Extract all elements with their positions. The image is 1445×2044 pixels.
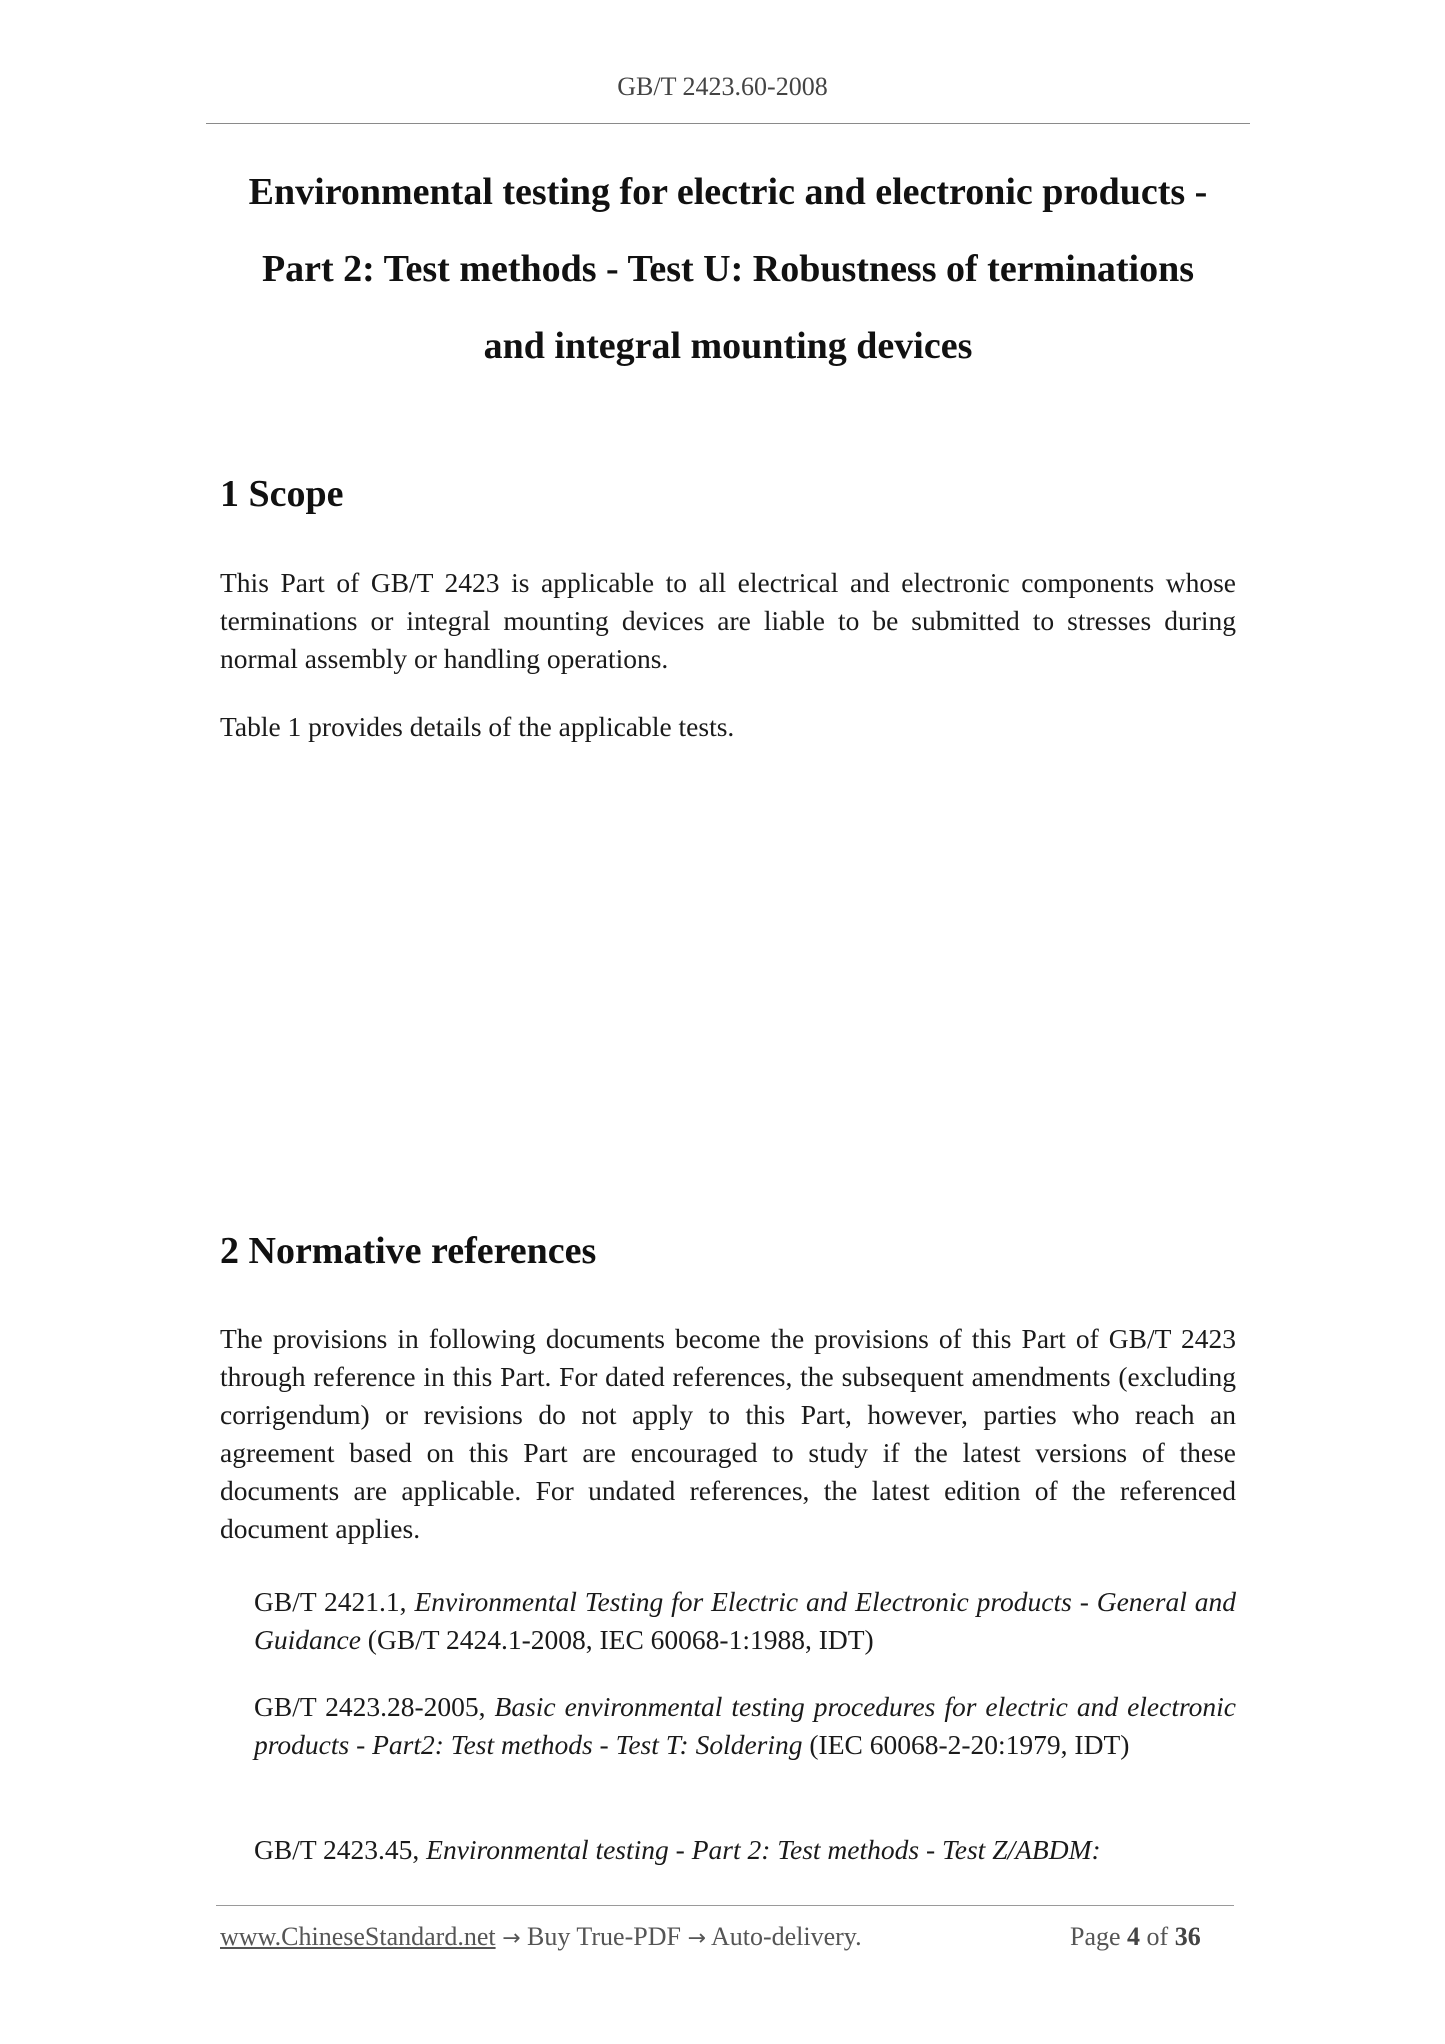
buy-true-pdf-text: Buy True-PDF [527,1922,681,1951]
document-code: GB/T 2423.60-2008 [617,72,828,101]
page-current: 4 [1127,1922,1141,1951]
section-heading-normative-references: 2 Normative references [220,1230,597,1272]
header-divider [206,123,1250,124]
reference-title: Environmental testing - Part 2: Test methods - Test Z/ABDM: [426,1834,1101,1865]
reference-note: (IEC 60068-2-20:1979, IDT) [802,1729,1130,1760]
page-indicator [1070,1922,1201,1952]
normative-references-paragraph: The provisions in following documents become the provisions of this Part of GB/T 2423 through reference in this Part. For dated references, the subsequent amendments (excluding corrigendum) or revisions do not apply to this Part, however, parties who reach an agreement based on this Part are encouraged to study if the latest versions of these documents are applicable. For undated references, the latest edition of the referenced document applies. [220,1323,1236,1544]
page-total: 36 [1174,1922,1201,1951]
reference-item [254,1583,1236,1659]
footer-links [220,1922,862,1952]
document-title-line-2: Part 2: Test methods - Test U: Robustness of terminations [261,248,1195,290]
reference-item [254,1831,1236,1869]
arrow-right-icon: → [687,1926,706,1951]
scope-paragraph: This Part of GB/T 2423 is applicable to all electrical and electronic components whose terminations or integral mounting devices are liable to be submitted to stresses during normal assembly or handling operations. [220,567,1236,674]
document-title-line-1: Environmental testing for electric and electronic products - [248,171,1208,213]
reference-code: GB/T 2423.45, [254,1834,427,1865]
reference-note: (GB/T 2424.1-2008, IEC 60068-1:1988, IDT) [360,1624,874,1655]
page-of-label: of [1146,1922,1169,1951]
reference-code: GB/T 2423.28-2005, [254,1691,495,1722]
section-heading-scope: 1 Scope [220,473,344,515]
document-title-line-3: and integral mounting devices [483,325,973,367]
arrow-right-icon: → [502,1926,521,1951]
reference-title: Basic environmental testing procedures for electric and electronic products - Part2: Test methods - Test T: Soldering [254,1691,1236,1760]
website-link[interactable]: www.ChineseStandard.net [220,1922,496,1951]
reference-code: GB/T 2421.1, [254,1586,415,1617]
reference-item [254,1688,1236,1764]
footer-divider [216,1905,1234,1906]
auto-delivery-text: Auto-delivery. [710,1922,862,1951]
reference-title: Environmental Testing for Electric and Electronic products - General and Guidance [254,1586,1236,1655]
scope-table-note: Table 1 provides details of the applicable tests. [220,711,735,742]
page-label: Page [1070,1922,1121,1951]
